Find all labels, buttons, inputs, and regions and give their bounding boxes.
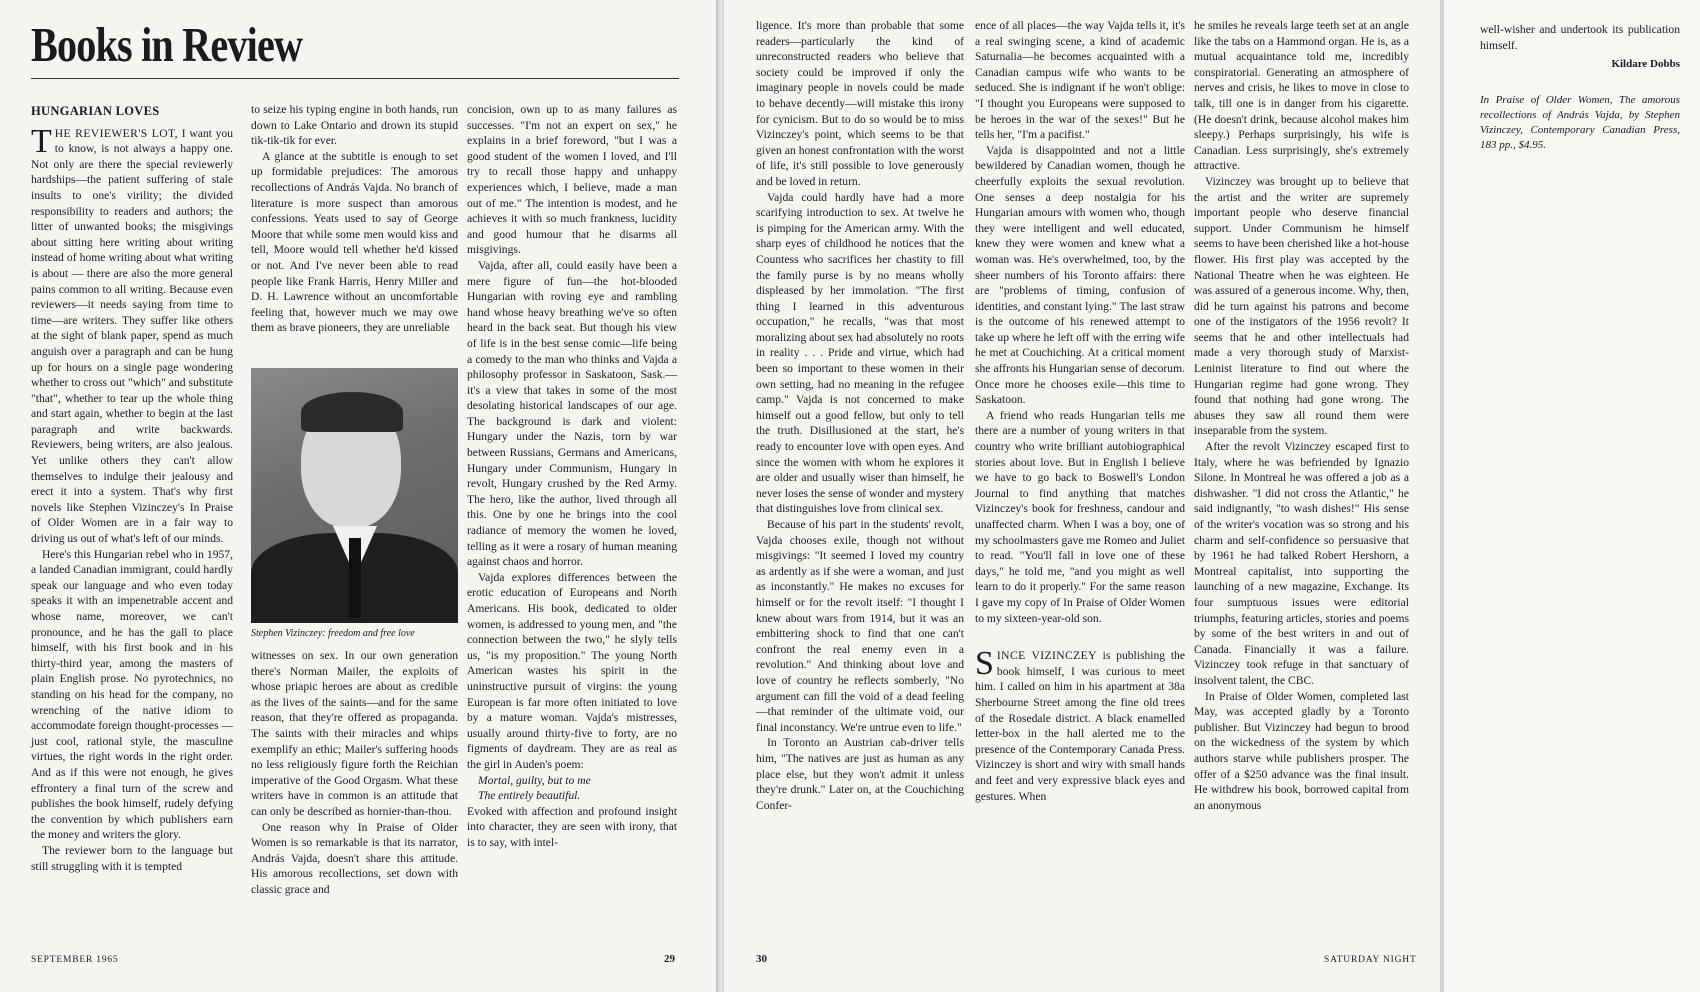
column-2-top — [251, 102, 458, 336]
column-5 — [975, 18, 1185, 804]
column-3 — [467, 102, 677, 851]
paragraph: he smiles he reveals large teeth set at an angle like the tabs on a Hammond organ. He is, as a mutual acquaintance told me, incredibly conspiratorial. Generating an atmosphere of nerves and crisis, he likes to move in close to talk, till one is in danger from his cigarette. (He doesn't drink, because alcohol makes him sleepy.) Perhaps surprisingly, his wife is Canadian. Less surprisingly, she's extremely attractive. — [1194, 19, 1409, 173]
paragraph: The reviewer born to the language but still struggling with it is tempted — [31, 843, 233, 873]
paragraph — [31, 122, 233, 547]
poem-line: Mortal, guilty, but to me — [478, 773, 591, 787]
column-2-bottom — [251, 648, 458, 898]
footer-publication: SATURDAY NIGHT — [1324, 955, 1417, 965]
column-4 — [756, 18, 964, 813]
paragraph: A glance at the subtitle is enough to set up formidable prejudices: The amorous recollections of András Vajda. No branch of literature is more suspect than amorous confessions. Yeats used to say of George Moore that while some men would kiss and tell, Moore would tell whether he'd kissed or not. And I've never been able to read people like Frank Harris, Henry Miller and D. H. Lawrence without an uncomfortable feeling that, however much we may owe them as brave pioneers, they are unreliable — [251, 149, 458, 335]
paragraph: In Praise of Older Women, completed last May, was accepted gladly by a Toronto publisher. But Vizinczey had begun to brood on the wickedness of the system by which authors starve while publishers prosper. The offer of a $250 advance was the final insult. He withdrew his book, borrowed capital from an anonymous — [1194, 689, 1409, 812]
photo-hair — [301, 392, 403, 432]
paragraph: A friend who reads Hungarian tells me there are a number of young writers in that country who write brilliant autobiographical stories about love. But in English I believe we have to go back to Boswell's London Journal to find anything that matches Vizinczey's book for freshness, candour and unaffected charm. When I was a boy, one of my schoolmasters gave me Romeo and Juliet to read. "You'll fall in love one of these days," he told me, "and you might as well learn to do it properly." For the same reason I gave my copy of In Praise of Older Women to my sixteen-year-old son. — [975, 408, 1185, 625]
reviewer-signature: Kildare Dobbs — [1611, 58, 1680, 71]
left-page — [0, 0, 718, 992]
paragraph: concision, own up to as many failures as successes. "I'm not an expert on sex," he explains in a brief foreword, "but I was a good student of the women I loved, and I'll try to recall those happy and unhappy experiences which, I believe, made a man out of me." The intention is modest, and he achieves it with so much frankness, lucidity and good humour that he disarms all misgivings. — [467, 103, 677, 257]
photo-tie — [349, 538, 361, 618]
article-heading: HUNGARIAN LOVES — [31, 104, 160, 118]
paragraph: Vajda is disappointed and not a little bewildered by Canadian women, though he cheerfully exploits the sexual revolution. One senses a deep nostalgia for his Hungarian amours with women who, though they were intelligent and well educated, knew they were women and knew what a woman was. He's overwhelmed, too, by the sheer numbers of his Toronto affairs: there are "problems of timing, confusion of identities, and constant lying." The last straw is the outcome of his renewed attempt to take up where he left off with the erring wife he met at Couchiching. At a critical moment she affronts his Hungarian sense of decorum. Once more he chooses exile—this time to Saskatoon. — [975, 143, 1185, 407]
paragraph: Evoked with affection and profound insight into character, they are seen with irony, that is to say, with intel- — [467, 804, 677, 849]
paragraph-text: is publishing the book himself, I was curious to meet him. I called on him in his apartment at 38a Sherbourne Street among the fine old trees of the Rosedale district. A black enamelled letter-box in the hall alerted me to the presence of the Contemporary Canada Press. Vizinczey is short and wiry with small hands and feet and very expressive black eyes and gestures. When — [975, 649, 1186, 803]
book-citation: In Praise of Older Women, The amorous recollections of András Vajda, by Stephen Vizinczey, Contemporary Canadian Press, 183 pp., $4.95. — [1480, 93, 1680, 151]
paragraph: well-wisher and undertook its publication himself. — [1480, 23, 1680, 52]
paragraph-text: I want you to know, is not always a happy one. Not only are there the special reviewerly hardships—the patient suffering of stale insults to one's virility; the divided responsibility to readers and authors; the litter of unwanted books; the misgivings about sitting here writing about writing instead of home writing about what writing is about — there are also the more general pains common to all writing. Because even reviewers—it needs saying from time to time—are writers. They suffer like others at the sight of blank paper, spend as much anguish over a paragraph and can be hung up for hours on a single page wondering whether to cross out "which" and substitute "that", whether to tear up the whole thing and start again, whether to begin at the last paragraph and write backwards. Reviewers, being writers, are also jealous. Yet unlike others they can't allow themselves to indulge their jealousy and erect it into a system. That's why first novels like Stephen Vizinczey's In Praise of Older Women are in a fair way to driving us out of what's left of our minds. — [31, 126, 233, 546]
paragraph — [975, 645, 1186, 804]
paragraph: Vajda, after all, could easily have been a mere figure of fun—the hot-blooded Hungarian with roving eye and rambling hand whose heavy breathing we've so often heard in the back seat. But though his view of life is in the best sense comic—life being a comedy to the man who thinks and Vajda a philosophy professor in Saskatoon, Sask.—it's a view that takes in some of the most desolating historical landscapes of our age. The background is dark and violent: Hungary under the Nazis, torn by war between Russians, Germans and Americans, Hungary under Communism, Hungary in revolt, Hungary crushed by the Red Army. The hero, like the author, lived through all this. One by one he brings into the cool radiance of memory the women he loved, telling as it were a rosary of human meaning against chaos and horror. — [467, 258, 677, 569]
paragraph: After the revolt Vizinczey escaped first to Italy, where he was befriended by Ignazio Silone. In Montreal he was offered a job as a dishwasher. "I did not cross the Atlantic," he said indignantly, "to wash dishes!" His sense of the writer's vocation was so strong and his charm and self-confidence so persuasive that by 1961 he had talked Robert Hershorn, a Montreal capitalist, into supporting the launching of a new magazine, Exchange. Its four sumptuous issues were editorial triumphs, featuring articles, stories and poems by some of the best writers in and out of Canada. Financially it was a failure. Vizinczey took refuge in that sanctuary of insolvent talent, the CBC. — [1194, 440, 1409, 687]
lead-in-caps: HE REVIEWER'S LOT, — [54, 126, 178, 140]
paragraph: ence of all places—the way Vajda tells it, it's a real swinging scene, a kind of academic Saturnalia—he becomes acquainted with a Canadian campus wife who wants to be seduced. She is indignant if he won't oblige: "I thought you Europeans were supposed to be heroes in the war of the sexes!" But he tells her, "I'm a pacifist." — [975, 19, 1185, 142]
column-7 — [1480, 22, 1680, 153]
continuation-strip — [1444, 0, 1700, 992]
right-page — [724, 0, 1440, 992]
drop-cap: S — [975, 645, 994, 683]
poem-line: The entirely beautiful. — [478, 789, 581, 803]
footer-date: SEPTEMBER 1965 — [31, 955, 119, 965]
drop-cap: T — [31, 122, 52, 160]
paragraph: Vizinczey was brought up to believe that the artist and the writer are supremely important people who deserve financial support. Under Communism he himself seems to have been cherished like a hot-house flower. His first play was accepted by the National Theatre when he was eighteen. He was assured of a generous income. Why, then, did he turn against his patrons and become one of the instigators of the 1956 revolt? It seems that he and other intellectuals had made a very thorough study of Marxist-Leninist literature to find out where the Hungarian regime had gone wrong. They found that nothing had gone wrong. The abuses they saw all round them were inseparable from the system. — [1194, 174, 1409, 438]
paragraph: Vajda explores differences between the erotic education of Europeans and North Americans. His book, dedicated to older women, is addressed to young men, and "the connection between the two," he slyly tells us, "is my proposition." The young North American wastes his spirit in the uninstructive pursuit of virgins: the young European is far more often initiated to love by a mature woman. Vajda's mistresses, usually around thirty-five to forty, are no figments of daydream. They are as real as the girl in Auden's poem: — [467, 570, 677, 771]
lead-in-caps: INCE VIZINCZEY — [996, 649, 1097, 663]
paragraph: Because of his part in the students' revolt, Vajda chooses exile, though not without misgivings: "It seemed I loved my country as ardently as if she were a woman, and just as inconstantly." He makes no excuses for himself or for the revolt itself: "I thought I knew about wars from 1914, but it was an embittering shock to find that one can't confront the real enemy even in a revolution." And thinking about love and love of country he reflects somberly, "No argument can fill the void of a dead feeling—that reminder of the ultimate void, our final inconstancy. We're untrue even to life." — [756, 518, 964, 734]
column-6 — [1194, 18, 1409, 813]
section-masthead: Books in Review — [31, 17, 303, 72]
page-number-left: 29 — [664, 953, 675, 965]
paragraph: ligence. It's more than probable that some readers—particularly the kind of unreconstructed readers who believe that society could be improved if only the imaginary people in novels could be made to behave decently—will mistake this irony for cynicism. But to do so would be to miss Vizinczey's point, which seems to be that given an honest confrontation with the worst of life, it's still possible to love generously and be loved in return. — [756, 19, 964, 188]
column-1 — [31, 98, 233, 874]
paragraph: One reason why In Praise of Older Women is so remarkable is that its narrator, András Vajda, doesn't share this attitude. His amorous recollections, set down with classic grace and — [251, 820, 458, 896]
masthead-rule — [31, 78, 679, 79]
paragraph: In Toronto an Austrian cab-driver tells him, "The natives are just as human as any place else, but they won't admit it unless they're drunk." Later on, at the Couchiching Confer- — [756, 736, 964, 812]
photo-caption: Stephen Vizinczey: freedom and free love — [251, 628, 415, 639]
paragraph: Vajda could hardly have had a more scarifying introduction to sex. At twelve he is pimping for the American army. With the sharp eyes of childhood he notices that the Countess who sacrifices her chastity to fill the family purse is by no means wholly displeased by her immolation. "The first thing I learned in this adventurous occupation," he recalls, "was that most moralizing about sex had absolutely no roots in reality . . . Pride and virtue, which had been so important to these women in their own setting, had no meaning in the refugee camp." Vajda is not concerned to make himself out a good fellow, but only to tell the truth. Disillusioned at the start, he's ready to encounter love with open eyes. And since the women with whom he explores it are older and usually wiser than himself, he never loses the sense of wonder and mystery that distinguishes love from clinical sex. — [756, 190, 965, 516]
paragraph: to seize his typing engine in both hands, run down to Lake Ontario and drown its stupid tik-tik-tik for ever. — [251, 103, 458, 148]
author-photo — [251, 368, 458, 623]
paragraph: Here's this Hungarian rebel who in 1957, a landed Canadian immigrant, could hardly speak our language and who even today speaks it with an impenetrable accent and whose name, moreover, we can't pronounce, and he has the gall to place himself, with his first book and in his thirty-third year, among the masters of plain English prose. No pyrotechnics, no standing on his head for the company, no wrenching of the native idiom to accommodate foreign thought-processes — just cool, rational style, the masculine virtues, the right words in the right order. And as if this were not enough, he gives effrontery a final turn of the screw and publishes the book himself, rudely defying the convention by which publishers earn the money and writers the glory. — [31, 547, 233, 842]
paragraph: witnesses on sex. In our own generation there's Norman Mailer, the exploits of whose priapic heroes are about as credible as the lives of the saints—and for the same reason, that they're offered as propaganda. The saints with their miracles and whips exemplify an ethic; Mailer's suffering hoods no less religiously figure forth the Reichian imperative of the Good Orgasm. What these writers have in common is an attitude that can only be described as hornier-than-thou. — [251, 649, 458, 818]
page-number-right: 30 — [756, 953, 767, 965]
